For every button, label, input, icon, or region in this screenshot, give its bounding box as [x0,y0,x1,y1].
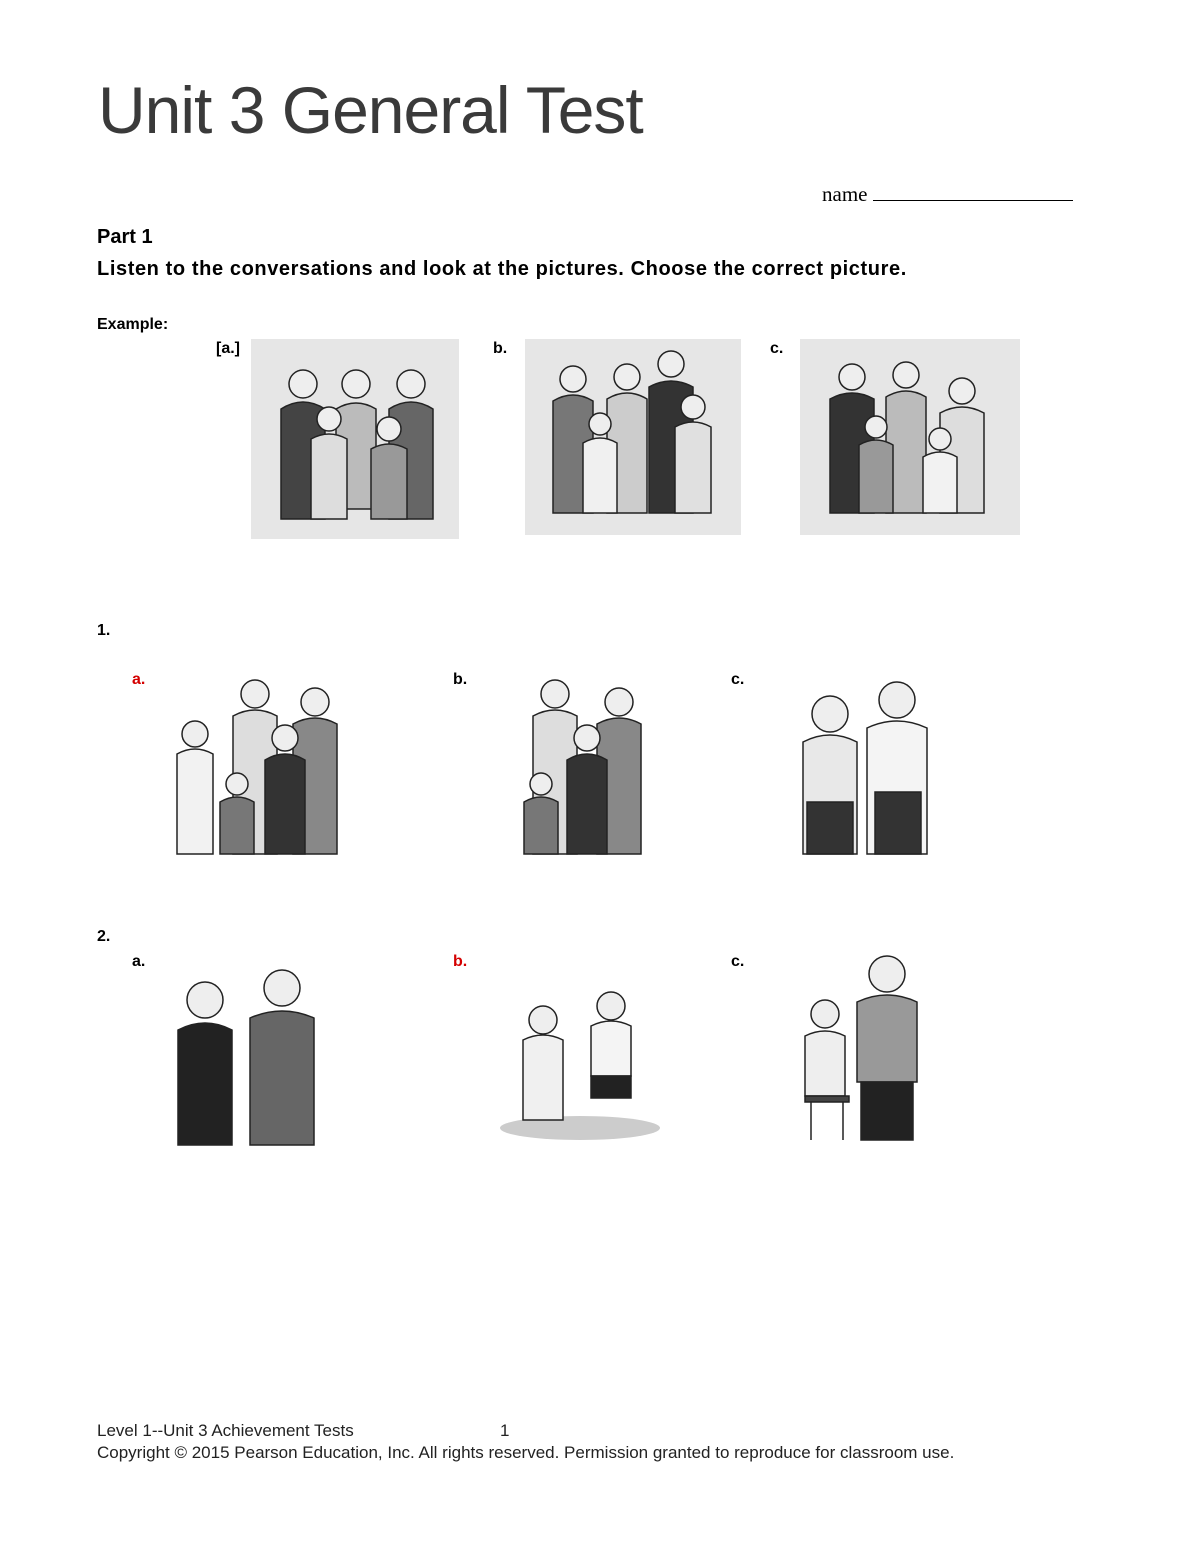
name-blank-line[interactable] [873,182,1073,201]
example-picture-b[interactable] [525,339,741,535]
family-illustration-icon [525,339,741,535]
q1-option-a-letter: a. [132,671,146,688]
example-picture-a[interactable] [251,339,459,539]
name-label: name [822,182,868,206]
family-illustration-icon [800,339,1020,535]
copyright-notice: Copyright © 2015 Pearson Education, Inc. All rights reserved. Permission granted to reproduce for classroom use. [97,1443,955,1462]
page-title: Unit 3 General Test [98,73,643,147]
family-of-five-illustration-icon [165,672,365,860]
q2-option-a-letter: a. [132,953,146,970]
q2-picture-b[interactable] [493,978,668,1143]
couple-illustration-icon [785,672,965,860]
family-of-four-illustration-icon [515,672,660,860]
adult-couple-illustration-icon [160,960,340,1150]
question-2-number: 2. [97,928,111,945]
footer-course-line: Level 1--Unit 3 Achievement Tests [97,1421,354,1440]
q2-picture-a[interactable] [160,960,340,1150]
q1-picture-b[interactable] [515,672,660,860]
example-picture-c[interactable] [800,339,1020,535]
example-option-a-letter: [a.] [216,340,240,357]
question-1-number: 1. [97,622,111,639]
q2-picture-c[interactable] [775,952,965,1144]
part-heading: Part 1 [97,226,153,248]
example-label: Example: [97,316,169,333]
q1-picture-a[interactable] [165,672,365,860]
family-illustration-icon [251,339,459,539]
q1-picture-c[interactable] [785,672,965,860]
instructions: Listen to the conversations and look at the pictures. Choose the correct picture. [97,258,907,280]
parent-and-child-illustration-icon [775,952,965,1144]
q2-option-b-letter: b. [453,953,468,970]
example-option-c-letter: c. [770,340,784,357]
page-number: 1 [500,1421,510,1440]
q1-option-c-letter: c. [731,671,745,688]
q2-option-c-letter: c. [731,953,745,970]
two-girls-illustration-icon [493,978,668,1143]
name-field[interactable] [822,182,1073,207]
q1-option-b-letter: b. [453,671,468,688]
example-option-b-letter: b. [493,340,508,357]
